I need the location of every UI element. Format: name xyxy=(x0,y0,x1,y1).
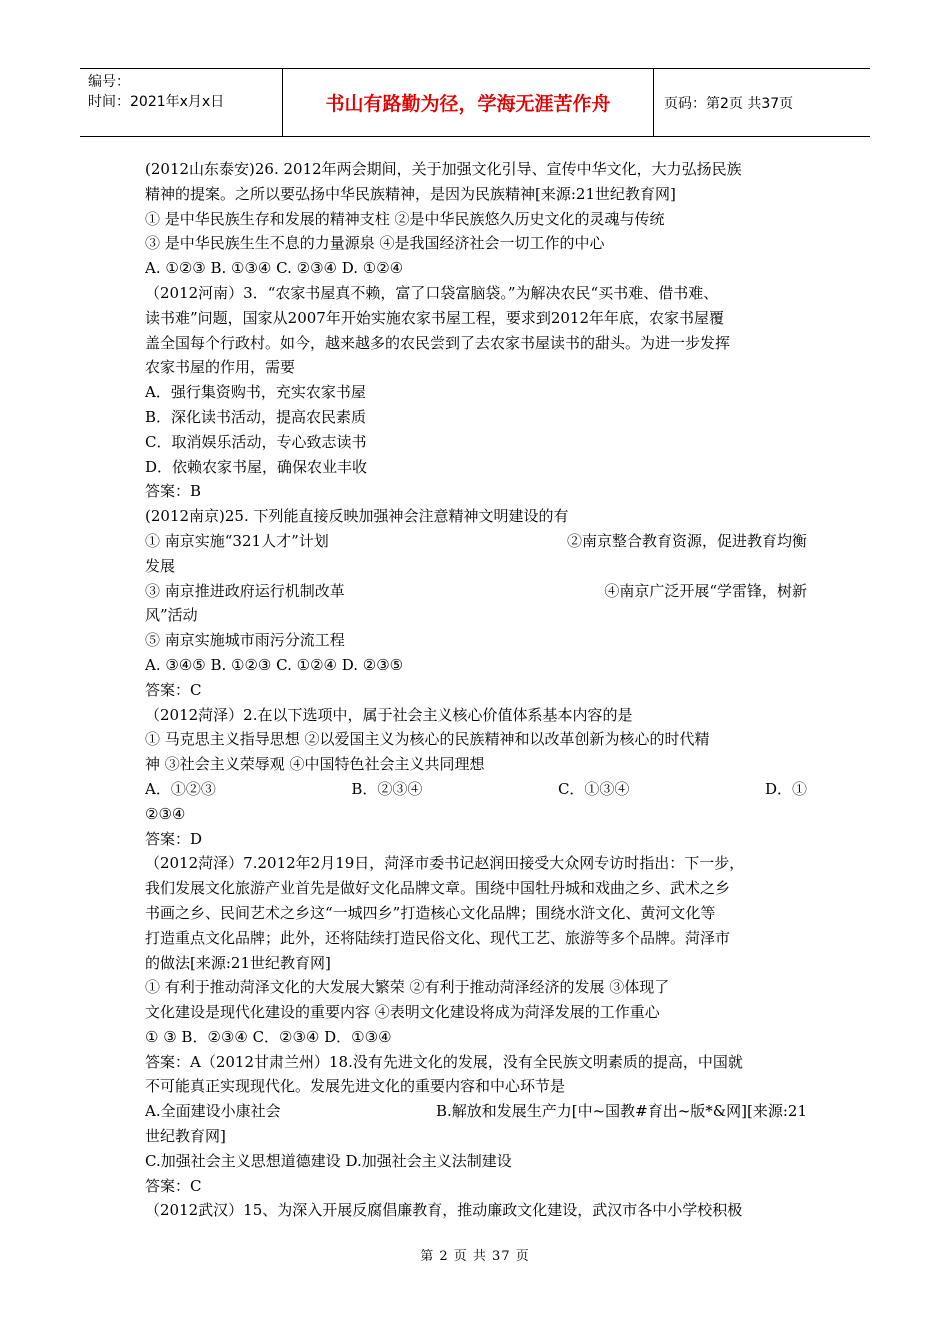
text-line: (2012山东泰安)26. 2012年两会期间，关于加强文化引导、宣传中华文化，大力弘扬民族 xyxy=(145,160,742,178)
header-page-info: 页码：第2页 共37页 xyxy=(664,95,794,112)
text-line: 我们发展文化旅游产业首先是做好文化品牌文章。围绕中国牡丹城和戏曲之乡、武术之乡 xyxy=(145,879,731,898)
text-line: A. ①②③ B. ①③④ C. ②③④ D. ①②④ xyxy=(145,259,404,278)
text-line: （2012河南）3．“农家书屋真不赖，富了口袋富脑袋。”为解决农民“买书难、借书难、 xyxy=(145,283,719,302)
text-line: 的做法[来源:21世纪教育网] xyxy=(145,953,331,972)
text-line: 世纪教育网] xyxy=(145,1127,226,1146)
document-body xyxy=(145,157,807,1223)
text-line: 农家书屋的作用，需要 xyxy=(145,358,296,377)
text-line: ① ③ B．②③④ C．②③④ D．①③④ xyxy=(145,1027,392,1046)
text-line xyxy=(145,1099,807,1124)
text-line: D．依赖农家书屋，确保农业丰收 xyxy=(145,457,368,476)
text-line: （2012菏泽）7.2012年2月19日，菏泽市委书记赵润田接受大众网专访时指出：下一步， xyxy=(145,854,745,873)
text-line: 不可能真正实现现代化。发展先进文化的重要内容和中心环节是 xyxy=(145,1077,566,1096)
text-line: ① 是中华民族生存和发展的精神支柱 ②是中华民族悠久历史文化的灵魂与传统 xyxy=(145,209,665,228)
document-date: 时间：2021年x月x日 xyxy=(88,94,225,110)
text-line: A. ③④⑤ B. ①②③ C. ①②④ D. ②③⑤ xyxy=(145,655,404,674)
text-line: 答案：C xyxy=(145,1176,202,1195)
text-line: （2012武汉）15、为深入开展反腐倡廉教育，推动廉政文化建设，武汉市各中小学校积极 xyxy=(145,1201,743,1220)
text-line: 答案：A（2012甘肃兰州）18.没有先进文化的发展，没有全民族文明素质的提高，中国就 xyxy=(145,1052,743,1071)
text-line xyxy=(145,777,807,802)
text-line: 盖全国每个行政村。如今，越来越多的农民尝到了去农家书屋读书的甜头。为进一步发挥 xyxy=(145,333,731,352)
text-line xyxy=(145,579,807,604)
text-line: 文化建设是现代化建设的重要内容 ④表明文化建设将成为菏泽发展的工作重心 xyxy=(145,1003,660,1022)
text-line: 答案：B xyxy=(145,482,202,501)
text-line: 神 ③社会主义荣辱观 ④中国特色社会主义共同理想 xyxy=(145,755,485,774)
text-line: （2012菏泽）2.在以下选项中，属于社会主义核心价值体系基本内容的是 xyxy=(145,705,633,724)
header-motto: 书山有路勤为径，学海无涯苦作舟 xyxy=(283,69,654,136)
text-line: 发展 xyxy=(145,556,176,575)
text-line: 读书难”问题，国家从2007年开始实施农家书屋工程，要求到2012年年底，农家书屋覆 xyxy=(145,308,725,327)
text-line: C.加强社会主义思想道德建设 D.加强社会主义法制建设 xyxy=(145,1151,512,1170)
text-line: ③ 是中华民族生生不息的力量源泉 ④是我国经济社会一切工作的中心 xyxy=(145,234,605,253)
text-line xyxy=(145,529,807,554)
text-segment-mid1: B．②③④ xyxy=(351,779,423,798)
text-segment-right: ②南京整合教育资源，促进教育均衡 xyxy=(566,531,807,550)
text-segment-left: ③ 南京推进政府运行机制改革 xyxy=(145,581,345,600)
text-line: ②③④ xyxy=(145,804,186,823)
text-line: ① 有利于推动菏泽文化的大发展大繁荣 ②有利于推动菏泽经济的发展 ③体现了 xyxy=(145,978,670,997)
text-line: 书画之乡、民间艺术之乡这“一城四乡”打造核心文化品牌；围绕水浒文化、黄河文化等 xyxy=(145,903,716,922)
text-line: 答案：D xyxy=(145,829,203,848)
text-line: 答案：C xyxy=(145,680,202,699)
text-line: ① 马克思主义指导思想 ②以爱国主义为核心的民族精神和以改革创新为核心的时代精 xyxy=(145,730,710,749)
text-segment-left: A.全面建设小康社会 xyxy=(145,1102,281,1121)
text-segment-left: A．①②③ xyxy=(145,779,216,798)
text-segment-left: ① 南京实施“321人才”计划 xyxy=(145,531,329,550)
text-line: ⑤ 南京实施城市雨污分流工程 xyxy=(145,631,345,650)
page-footer: 第 2 页 共 37 页 xyxy=(420,1249,530,1264)
document-number-label: 编号： xyxy=(88,74,130,90)
text-segment-right: ④南京广泛开展“学雷锋，树新 xyxy=(604,581,807,600)
header-meta xyxy=(80,69,283,136)
text-line: 精神的提案。之所以要弘扬中华民族精神，是因为民族精神[来源:21世纪教育网] xyxy=(145,184,676,203)
text-line: A．强行集资购书，充实农家书屋 xyxy=(145,383,366,402)
text-line: C．取消娱乐活动，专心致志读书 xyxy=(145,432,367,451)
text-line: 打造重点文化品牌；此外，还将陆续打造民俗文化、现代工艺、旅游等多个品牌。菏泽市 xyxy=(145,928,731,947)
page-header xyxy=(80,68,870,137)
text-segment-right: B.解放和发展生产力[中~国教#育出~版*&网][来源:21 xyxy=(435,1102,807,1121)
text-line: B．深化读书活动，提高农民素质 xyxy=(145,407,367,426)
text-line: 风”活动 xyxy=(145,606,198,625)
text-line: (2012南京)25. 下列能直接反映加强神会注意精神文明建设的有 xyxy=(145,507,569,526)
text-segment-mid2: C．①③④ xyxy=(557,779,630,798)
text-segment-right: D．① xyxy=(764,779,807,798)
